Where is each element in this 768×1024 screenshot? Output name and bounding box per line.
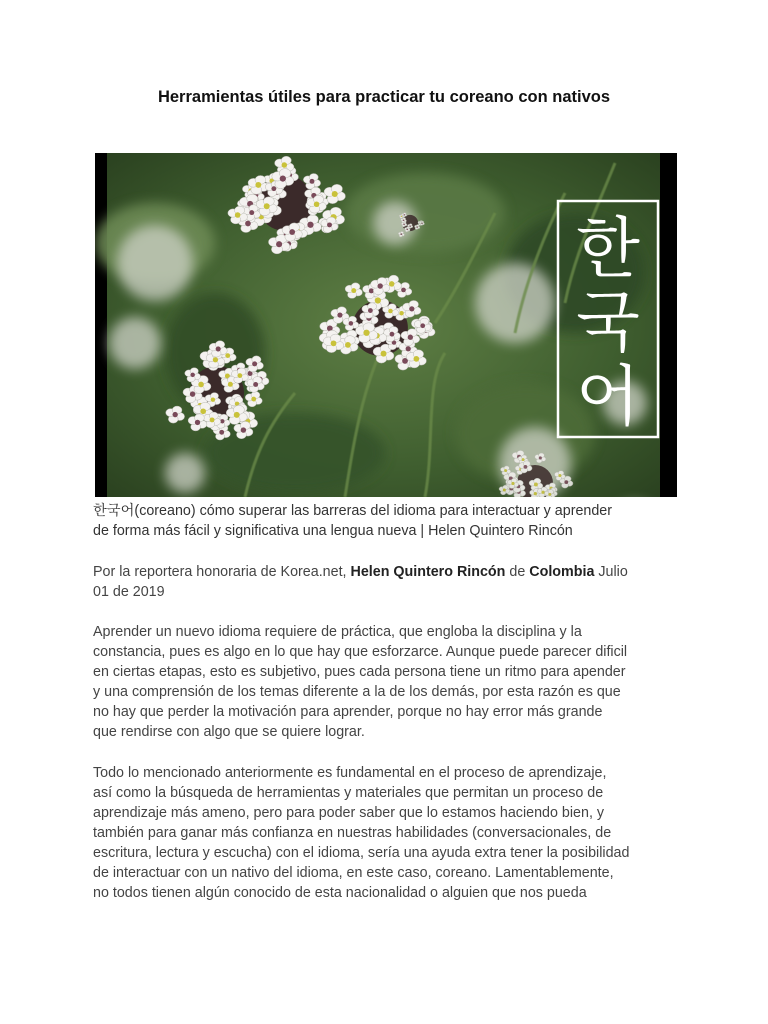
paragraph-2 xyxy=(93,763,683,903)
article-photo xyxy=(95,153,677,497)
floret xyxy=(343,316,359,330)
paragraph-line: no todos tienen algún conocido de esta nacionalidad o alguien que nos pueda xyxy=(93,885,587,901)
byline-date-part2: 01 de 2019 xyxy=(93,584,165,600)
floret xyxy=(499,485,510,495)
floret xyxy=(401,218,407,223)
hangul-char-2: 국 xyxy=(576,284,640,361)
byline-author: Helen Quintero Rincón xyxy=(350,564,506,580)
floret xyxy=(555,471,566,481)
paragraph-line: también para ganar más confianza en nuestras habilidades (conversacionales, de xyxy=(93,825,612,841)
hangul-char-1: 한 xyxy=(576,210,640,287)
floret xyxy=(414,225,419,230)
floret xyxy=(404,227,410,232)
caption-line: 한국어(coreano) cómo superar las barreras del idioma para interactuar y aprender xyxy=(93,503,613,519)
floret xyxy=(402,213,407,217)
floret xyxy=(398,231,404,237)
floret xyxy=(535,453,546,463)
paragraph-line: que rendirse con algo que se quiere lograr. xyxy=(93,724,365,740)
paragraph-line: no hay que perder la motivación para aprender, porque no hay error más grande xyxy=(93,704,603,720)
floret xyxy=(185,368,201,382)
paragraph-line: de interactuar con un nativo del idioma, en este caso, coreano. Lamentablemente, xyxy=(93,865,614,881)
floret xyxy=(519,461,532,473)
paragraph-line: y una comprensión de los temas diferente a la de los demás, por esta razón es que xyxy=(93,684,621,700)
floret xyxy=(420,221,425,225)
paragraph-line: en ciertas etapas, esto es subjetivo, pues cada persona tiene un ritmo para apender xyxy=(93,664,626,680)
hangul-char-3: 어 xyxy=(576,358,640,435)
byline-date-part1: Julio xyxy=(594,564,628,580)
caption-line: de forma más fácil y significativa una lengua nueva | Helen Quintero Rincón xyxy=(93,523,573,539)
paragraph-line: aprendizaje más ameno, pero para poder saber que lo estamos haciendo bien, y xyxy=(93,805,605,821)
paragraph-line: Aprender un nuevo idioma requiere de práctica, que engloba la disciplina y la xyxy=(93,624,582,640)
paragraph-1 xyxy=(93,622,683,742)
byline-mid: de xyxy=(505,564,530,580)
byline-prefix: Por la reportera honoraria de Korea.net, xyxy=(93,564,351,580)
paragraph-line: escritura, lectura y escucha) con el idioma, sería una ayuda extra tener la posibilidad xyxy=(93,845,630,861)
paragraph-line: Todo lo mencionado anteriormente es fundamental en el proceso de aprendizaje, xyxy=(93,765,607,781)
article-title: Herramientas útiles para practicar tu coreano con nativos xyxy=(157,88,611,106)
paragraph-line: así como la búsqueda de herramientas y materiales que permitan un proceso de xyxy=(93,785,604,801)
flowers-image xyxy=(95,153,677,497)
byline-country: Colombia xyxy=(529,564,595,580)
byline-line-1 xyxy=(93,562,683,582)
floret xyxy=(507,478,518,488)
paragraph-line: constancia, pues es algo en lo que hay que esforzarce. Aunque puede parecer dificil xyxy=(93,644,628,660)
image-caption xyxy=(93,501,683,541)
byline xyxy=(93,562,683,602)
